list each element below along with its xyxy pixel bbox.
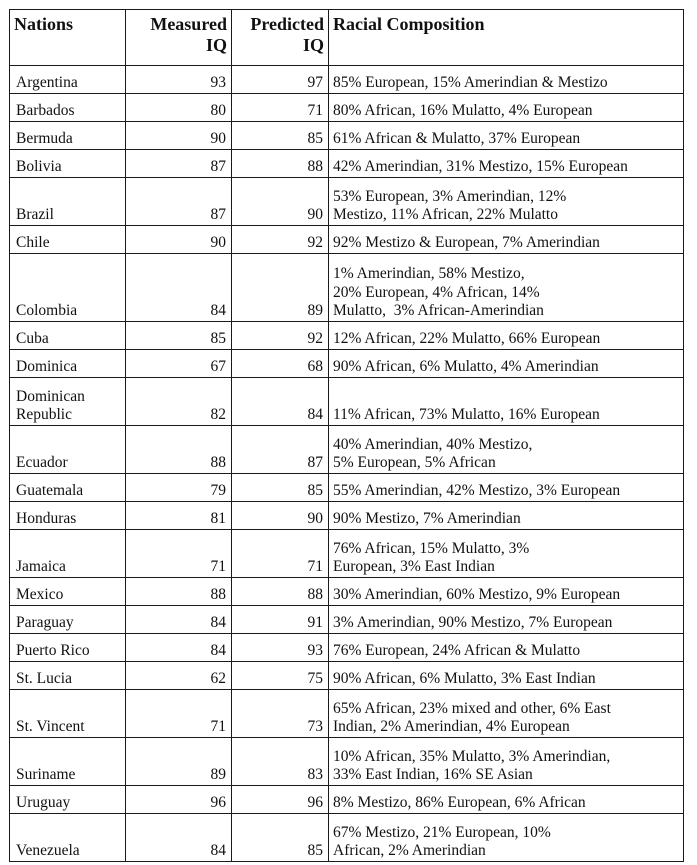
table-row [10,662,684,690]
iq-table-container [9,9,684,862]
composition-line: 40% Amerindian, 40% Mestizo, [333,435,533,453]
cell-measured-iq: 82 [126,378,232,426]
header-nations: Nations [10,10,126,66]
cell-measured-iq: 96 [126,786,232,814]
composition-line: 53% European, 3% Amerindian, 12% [333,187,567,205]
header-predicted-line-1: Predicted [250,14,324,34]
header-predicted-iq [232,10,329,66]
cell-predicted-iq: 71 [232,530,329,578]
cell-racial-composition [329,254,684,322]
cell-predicted-iq: 92 [232,322,329,350]
nation-name-line: Suriname [16,766,76,784]
cell-predicted-iq: 91 [232,606,329,634]
cell-nation [10,662,126,690]
cell-nation [10,66,126,94]
cell-predicted-iq: 75 [232,662,329,690]
nation-name-line: Bolivia [16,158,62,176]
nation-name-line: Honduras [16,510,77,528]
composition-line: African, 2% Amerindian [333,842,486,860]
cell-racial-composition [329,634,684,662]
cell-measured-iq: 80 [126,94,232,122]
cell-measured-iq: 84 [126,634,232,662]
cell-measured-iq: 67 [126,350,232,378]
cell-racial-composition [329,502,684,530]
table-row [10,634,684,662]
table-row [10,350,684,378]
cell-predicted-iq: 97 [232,66,329,94]
header-measured-iq [126,10,232,66]
cell-racial-composition [329,738,684,786]
cell-predicted-iq: 71 [232,94,329,122]
composition-line: 55% Amerindian, 42% Mestizo, 3% European [333,482,621,500]
nation-name-line: Dominica [16,358,78,376]
cell-nation [10,786,126,814]
cell-nation [10,530,126,578]
cell-predicted-iq: 90 [232,178,329,226]
composition-line: 80% African, 16% Mulatto, 4% European [333,102,593,120]
table-row [10,66,684,94]
composition-line: 90% Mestizo, 7% Amerindian [333,510,521,528]
nation-name-line: Brazil [16,206,54,224]
header-measured-line-1: Measured [150,14,227,34]
cell-racial-composition [329,378,684,426]
composition-line: 12% African, 22% Mulatto, 66% European [333,330,601,348]
cell-racial-composition [329,94,684,122]
iq-racial-composition-table [9,9,684,862]
nation-name-line: Venezuela [16,842,80,860]
cell-racial-composition [329,662,684,690]
header-predicted-line-2: IQ [302,35,324,55]
header-row [10,10,684,66]
composition-line: 76% African, 15% Mulatto, 3% [333,539,530,557]
cell-racial-composition [329,178,684,226]
cell-predicted-iq: 88 [232,150,329,178]
cell-predicted-iq: 90 [232,502,329,530]
cell-predicted-iq: 93 [232,634,329,662]
composition-line: Mestizo, 11% African, 22% Mulatto [333,206,558,224]
cell-nation [10,178,126,226]
nation-name-line: Bermuda [16,130,73,148]
nation-name-line: Cuba [16,330,49,348]
nation-name-line: Colombia [16,302,78,320]
cell-nation [10,122,126,150]
composition-line: Mulatto, 3% African-Amerindian [333,302,544,320]
cell-measured-iq: 88 [126,426,232,474]
cell-measured-iq: 87 [126,150,232,178]
cell-measured-iq: 71 [126,690,232,738]
table-row [10,578,684,606]
cell-racial-composition [329,606,684,634]
nation-name-line: Barbados [16,102,75,120]
table-row [10,122,684,150]
cell-racial-composition [329,122,684,150]
cell-racial-composition [329,350,684,378]
composition-line: 33% East Indian, 16% SE Asian [333,766,533,784]
cell-measured-iq: 81 [126,502,232,530]
table-row [10,814,684,862]
table-row [10,178,684,226]
table-row [10,786,684,814]
composition-line: 92% Mestizo & European, 7% Amerindian [333,234,600,252]
cell-predicted-iq: 89 [232,254,329,322]
cell-nation [10,738,126,786]
cell-racial-composition [329,226,684,254]
composition-line: 90% African, 6% Mulatto, 3% East Indian [333,670,596,688]
nation-name-line: Argentina [16,74,78,92]
nation-name-line: Puerto Rico [16,642,90,660]
cell-nation [10,378,126,426]
table-row [10,474,684,502]
cell-nation [10,254,126,322]
cell-racial-composition [329,474,684,502]
composition-line: 76% European, 24% African & Mulatto [333,642,581,660]
cell-racial-composition [329,578,684,606]
cell-nation [10,350,126,378]
cell-racial-composition [329,426,684,474]
composition-line: 5% European, 5% African [333,454,496,472]
cell-predicted-iq: 87 [232,426,329,474]
cell-nation [10,94,126,122]
cell-measured-iq: 71 [126,530,232,578]
composition-line: 30% Amerindian, 60% Mestizo, 9% European [333,586,621,604]
table-row [10,738,684,786]
cell-measured-iq: 87 [126,178,232,226]
cell-racial-composition [329,814,684,862]
cell-nation [10,502,126,530]
cell-measured-iq: 85 [126,322,232,350]
nation-name-line: Chile [16,234,50,252]
header-measured-line-2: IQ [205,35,227,55]
nation-name-line: Mexico [16,586,64,604]
nation-name-line: Republic [16,406,72,424]
header-racial-composition: Racial Composition [329,10,684,66]
cell-racial-composition [329,786,684,814]
table-row [10,322,684,350]
cell-measured-iq: 89 [126,738,232,786]
composition-line: 67% Mestizo, 21% European, 10% [333,823,551,841]
composition-line: 8% Mestizo, 86% European, 6% African [333,794,586,812]
cell-racial-composition [329,150,684,178]
cell-measured-iq: 93 [126,66,232,94]
cell-nation [10,814,126,862]
cell-measured-iq: 84 [126,254,232,322]
nation-name-line: Dominican [16,387,85,405]
composition-line: 11% African, 73% Mulatto, 16% European [333,406,600,424]
nation-name-line: Uruguay [16,794,71,812]
cell-nation [10,226,126,254]
nation-name-line: Guatemala [16,482,84,500]
nation-name-line: Jamaica [16,558,66,576]
cell-nation [10,150,126,178]
cell-measured-iq: 84 [126,606,232,634]
nation-name-line: St. Vincent [16,718,85,736]
cell-nation [10,634,126,662]
cell-predicted-iq: 73 [232,690,329,738]
table-row [10,150,684,178]
cell-measured-iq: 90 [126,122,232,150]
table-row [10,690,684,738]
cell-measured-iq: 84 [126,814,232,862]
cell-racial-composition [329,322,684,350]
nation-name-line: Ecuador [16,454,68,472]
composition-line: European, 3% East Indian [333,558,495,576]
cell-nation [10,578,126,606]
composition-line: 3% Amerindian, 90% Mestizo, 7% European [333,614,613,632]
table-row [10,530,684,578]
cell-predicted-iq: 83 [232,738,329,786]
cell-racial-composition [329,66,684,94]
table-row [10,502,684,530]
composition-line: 90% African, 6% Mulatto, 4% Amerindian [333,358,599,376]
cell-predicted-iq: 85 [232,122,329,150]
composition-line: 61% African & Mulatto, 37% European [333,130,581,148]
cell-nation [10,426,126,474]
table-row [10,226,684,254]
cell-nation [10,690,126,738]
composition-line: 42% Amerindian, 31% Mestizo, 15% European [333,158,628,176]
nation-name-line: Paraguay [16,614,74,632]
table-body [10,66,684,862]
cell-predicted-iq: 88 [232,578,329,606]
cell-racial-composition [329,530,684,578]
cell-nation [10,606,126,634]
table-row [10,426,684,474]
cell-nation [10,322,126,350]
cell-measured-iq: 62 [126,662,232,690]
composition-line: 85% European, 15% Amerindian & Mestizo [333,74,608,92]
table-row [10,606,684,634]
cell-predicted-iq: 96 [232,786,329,814]
table-row [10,94,684,122]
cell-measured-iq: 88 [126,578,232,606]
nation-name-line: St. Lucia [16,670,72,688]
cell-predicted-iq: 85 [232,814,329,862]
cell-measured-iq: 79 [126,474,232,502]
table-row [10,378,684,426]
cell-racial-composition [329,690,684,738]
composition-line: 1% Amerindian, 58% Mestizo, [333,265,525,283]
composition-line: 20% European, 4% African, 14% [333,283,540,301]
cell-nation [10,474,126,502]
composition-line: 10% African, 35% Mulatto, 3% Amerindian, [333,747,611,765]
cell-predicted-iq: 68 [232,350,329,378]
composition-line: Indian, 2% Amerindian, 4% European [333,718,570,736]
cell-predicted-iq: 85 [232,474,329,502]
cell-measured-iq: 90 [126,226,232,254]
table-row [10,254,684,322]
cell-predicted-iq: 92 [232,226,329,254]
composition-line: 65% African, 23% mixed and other, 6% East [333,699,611,717]
cell-predicted-iq: 84 [232,378,329,426]
